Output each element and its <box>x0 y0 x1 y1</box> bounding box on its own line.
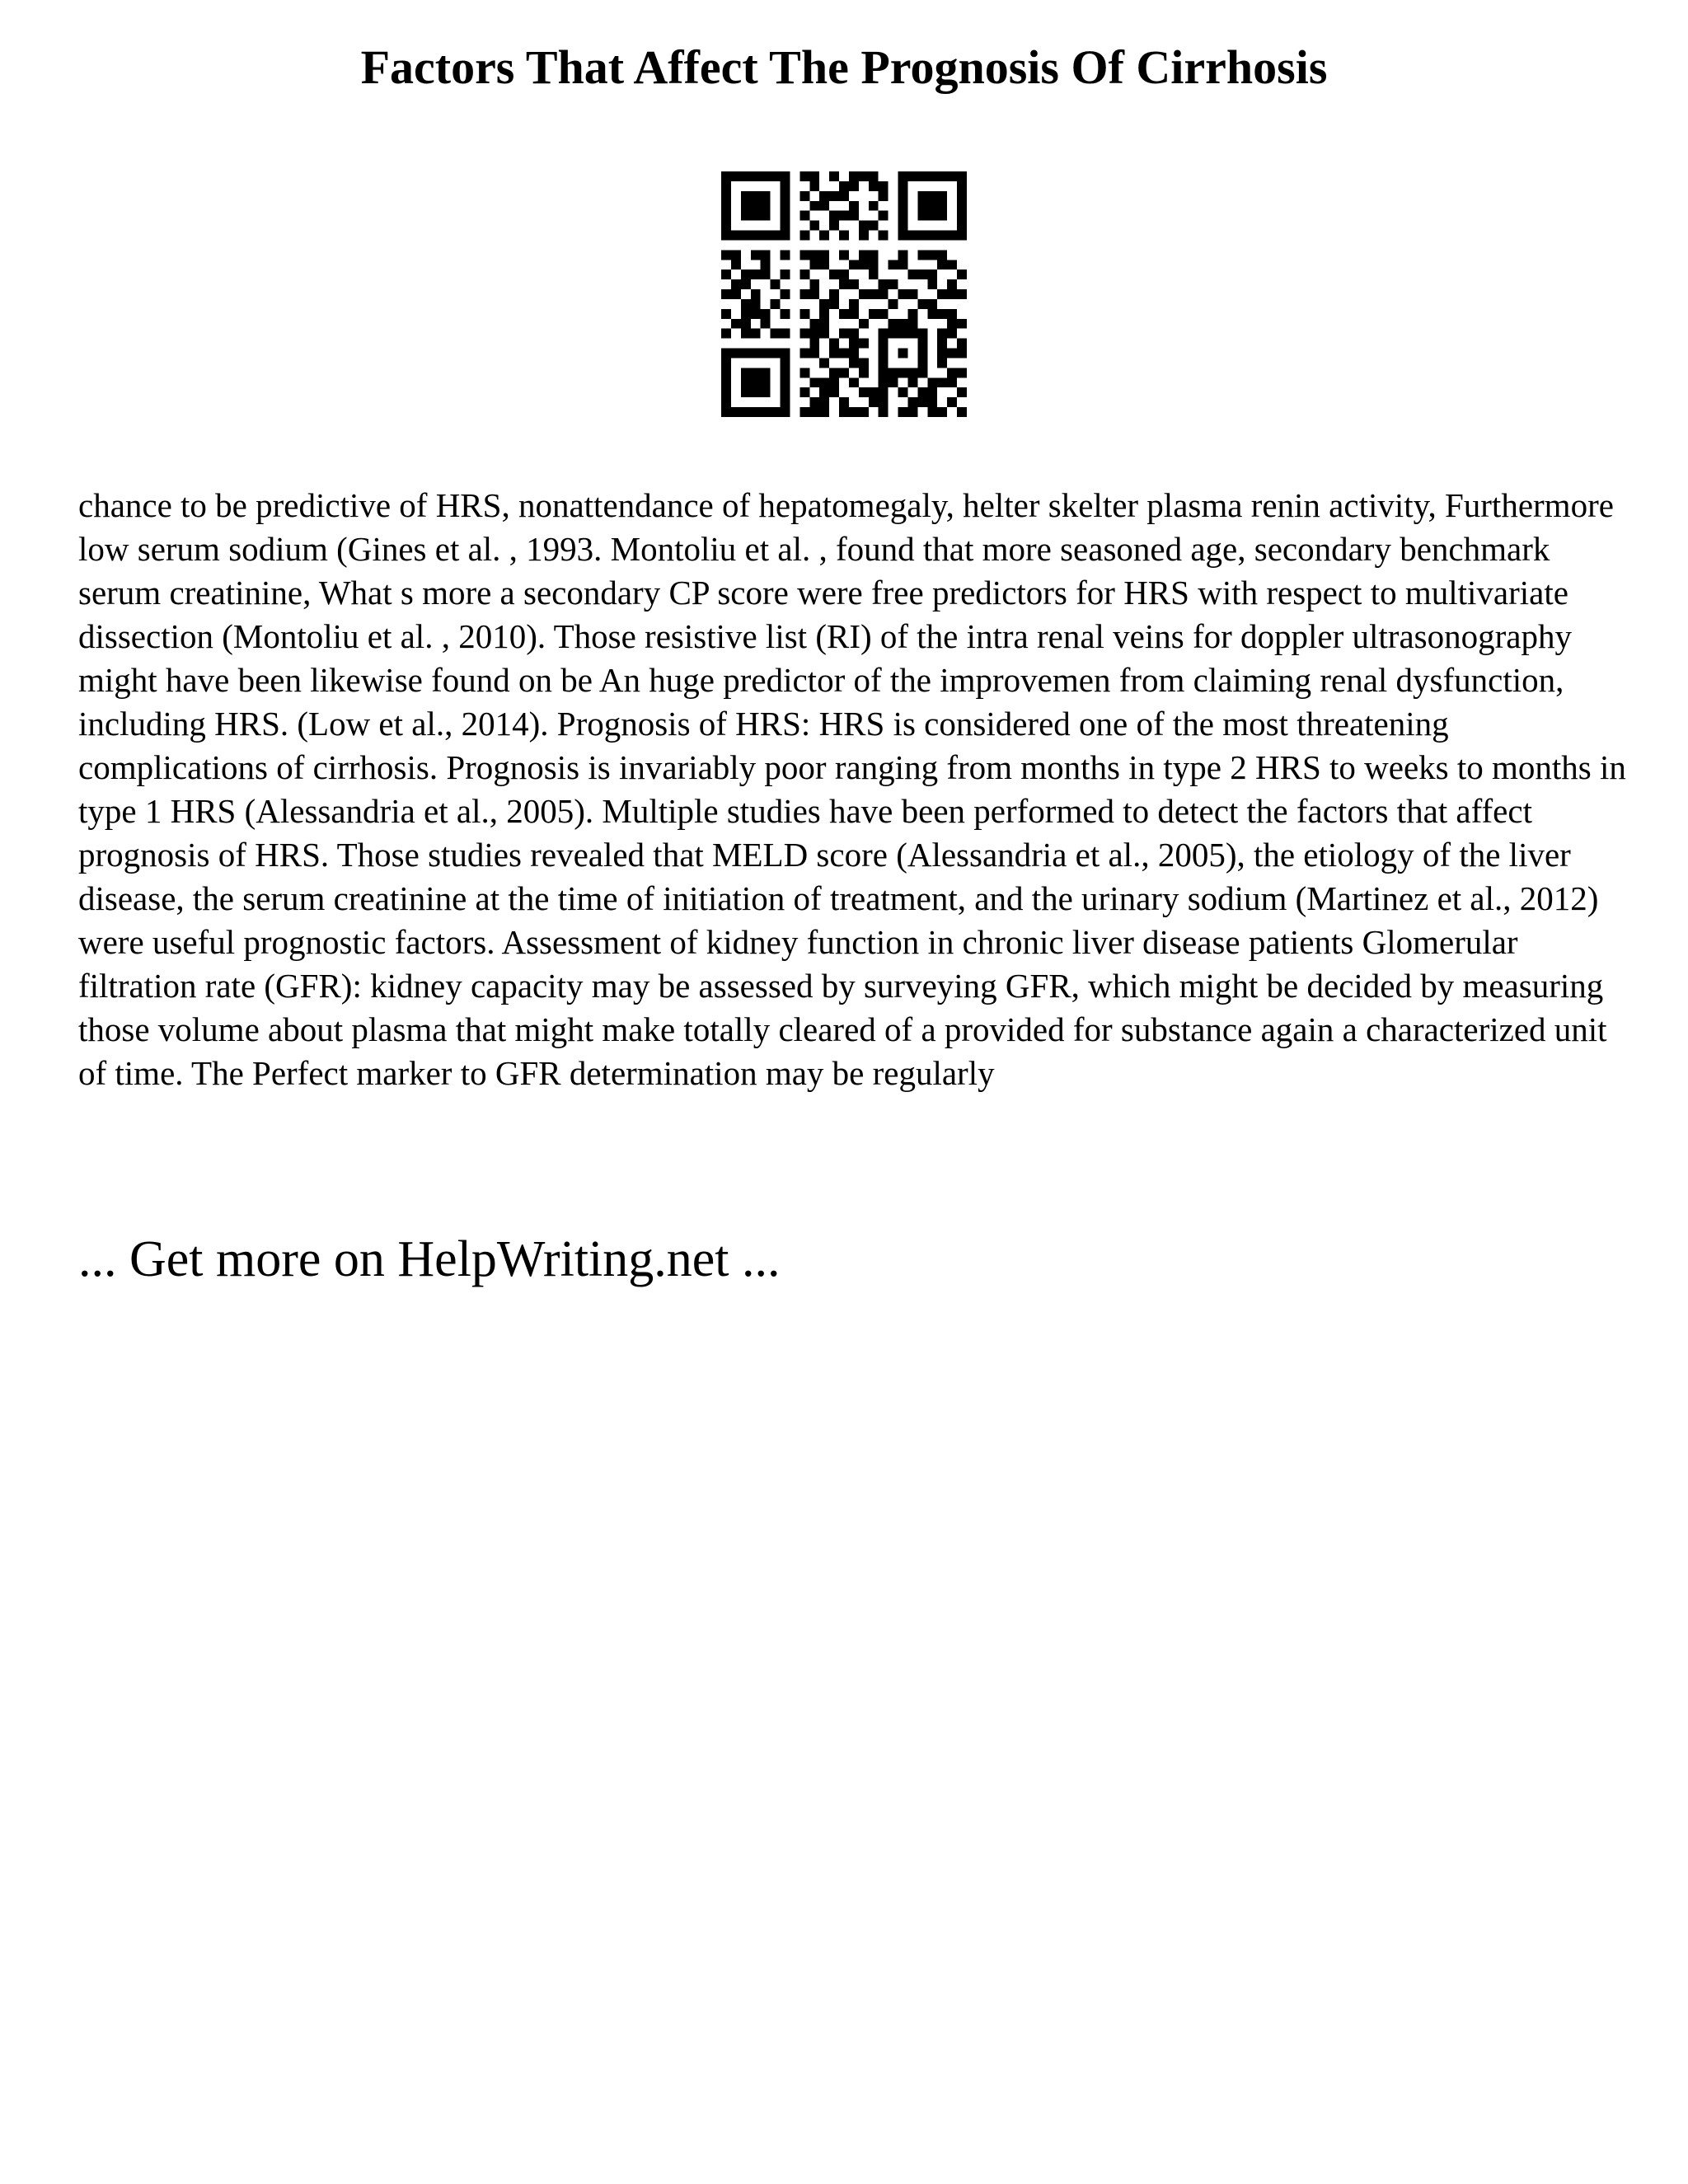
body-paragraph: chance to be predictive of HRS, nonattendance of hepatomegaly, helter skelter plasma renin activity, Furthermore low serum sodium (Gines et al. , 1993. Montoliu et al. , found that more seasoned age, secondary benchmark serum creatinine, What s more a secondary CP score were free predictors for HRS with respect to multivariate dissection (Montoliu et al. , 2010). Those resistive list (RI) of the intra renal veins for doppler ultrasonography might have been likewise found on be An huge predictor of the improvemen from claiming renal dysfunction, including HRS. (Low et al., 2014). Prognosis of HRS: HRS is considered one of the most threatening complications of cirrhosis. Prognosis is invariably poor ranging from months in type 2 HRS to weeks to months in type 1 HRS (Alessandria et al., 2005). Multiple studies have been performed to detect the factors that affect prognosis of HRS. Those studies revealed that MELD score (Alessandria et al., 2005), the etiology of the liver disease, the serum creatinine at the time of initiation of treatment, and the urinary sodium (Martinez et al., 2012) were useful prognostic factors. Assessment of kidney function in chronic liver disease patients Glomerular filtration rate (GFR): kidney capacity may be assessed by surveying GFR, which might be decided by measuring those volume about plasma that might make totally cleared of a provided for substance again a characterized unit of time. The Perfect marker to GFR determination may be regularly <box>78 486 1626 1092</box>
get-more-link[interactable]: ... Get more on HelpWriting.net ... <box>78 1231 781 1287</box>
page-title: Factors That Affect The Prognosis Of Cirrhosis <box>360 40 1328 94</box>
qr-code-icon <box>721 171 967 417</box>
